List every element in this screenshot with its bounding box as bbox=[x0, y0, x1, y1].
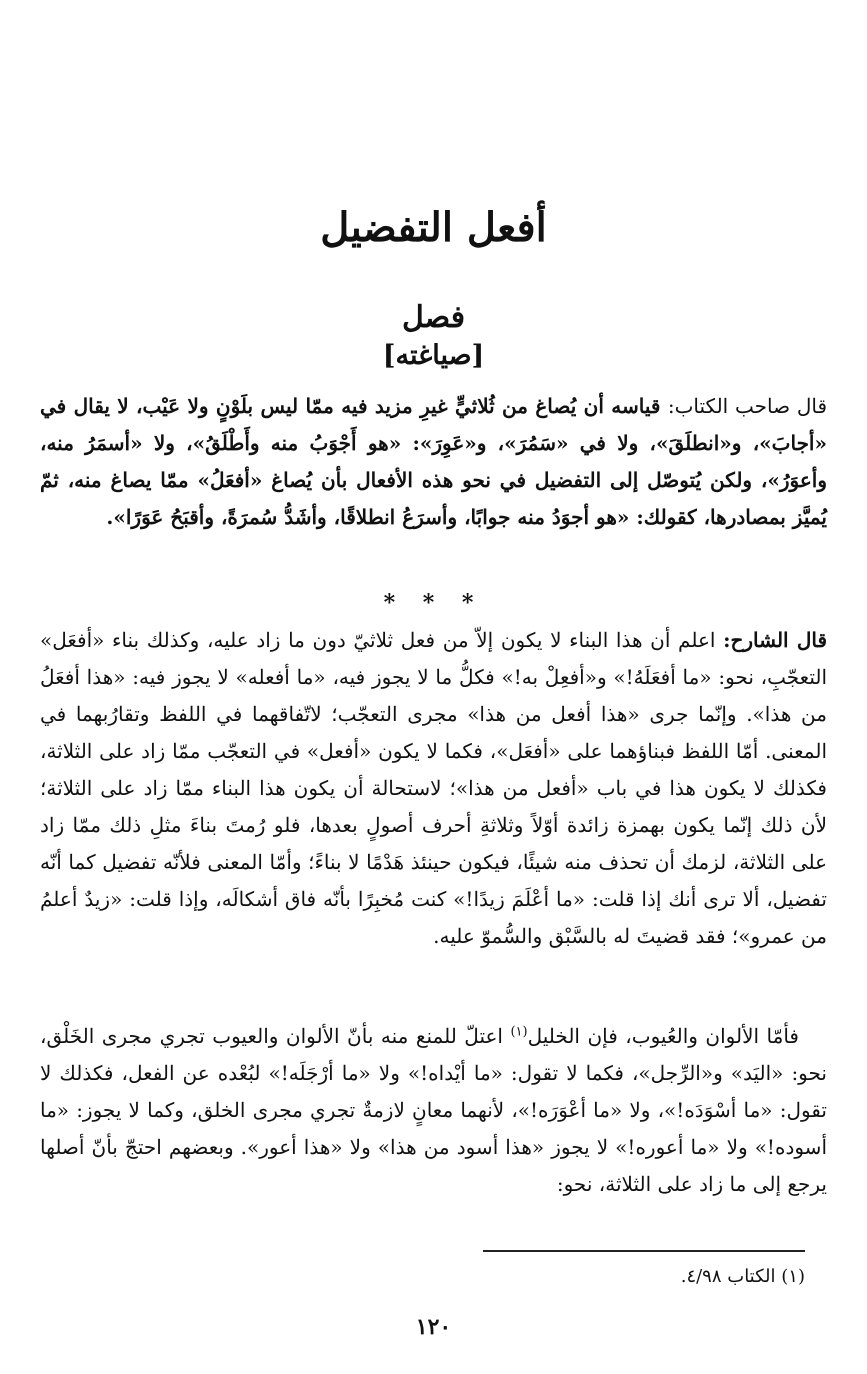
mattn-paragraph bbox=[40, 388, 827, 536]
footnote: (١) الكتاب ٤/٩٨. bbox=[680, 1266, 805, 1287]
section-separator: * * * bbox=[383, 590, 484, 616]
section-subheading: [صياغته] bbox=[382, 340, 485, 371]
footnote-divider bbox=[483, 1250, 805, 1252]
sharh-paragraph-2-end: اعتلّ للمنع منه بأنّ الألوان والعيوب تجري مجرى الخَلْق، نحو: «اليَد» و«الرِّجل»، فكما لا تقول: «ما أيْداه!» ولا «ما أرْجَلَه!» لبُعْده عن الفعل، فكذلك لا تقول: «ما أسْوَدَه!»، ولا «ما أعْوَرَه!»، لأنهما معانٍ لازمةٌ تجري مجرى الخلق، وكما لا يجوز: «ما أسوده!» ولا «ما أعوره!» لا يجوز «هذا أسود من هذا» ولا «هذا أعور». وبعضهم احتجّ بأنّ أصلها يرجع إلى ما زاد على الثلاثة، نحو: bbox=[40, 1024, 827, 1196]
mattn-text: قياسه أن يُصاغ من ثُلاثيٍّ غيرِ مزيد فيه ممّا ليس بلَوْنٍ ولا عَيْب، لا يقال في «أجابَ»، و«انطلَقَ»، ولا في «سَمُرَ»، و«عَوِرَ»: «هو أَجْوَبُ منه وأَطْلَقُ»، ولا «أسمَرُ منه، وأعوَرُ»، ولكن يُتوصّل إلى التفضيل في نحو هذه الأفعال بأن يُصاغ «أفعَلُ» ممّا يصاغ منه، ثمّ يُميَّز بمصادرها، كقولك: «هو أجوَدُ منه جوابًا، وأسرَعُ انطلاقًا، وأشَدُّ سُمرَةً، وأقبَحُ عَوَرًا». bbox=[40, 394, 827, 529]
sharh-paragraph-1 bbox=[40, 622, 827, 955]
page-number: ١٢٠ bbox=[415, 1314, 452, 1340]
sharh-speaker: قال الشارح: bbox=[723, 628, 828, 652]
chapter-title: أفعل التفضيل bbox=[320, 204, 547, 251]
sharh-paragraph-2-start: فأمّا الألوان والعُيوب، فإن الخليل bbox=[527, 1024, 799, 1048]
sharh-paragraph-1-text: اعلم أن هذا البناء لا يكون إلاّ من فعل ثلاثيّ دون ما زاد عليه، وكذلك بناء «أفعَل» التعجّبِ، نحو: «ما أفعَلَهُ!» و«أفعِلْ به!» فكلُّ ما لا يجوز فيه، «ما أفعله» لا يجوز فيه: «هذا أفعَلُ من هذا». وإنّما جرى «هذا أفعل من هذا» مجرى التعجّب؛ لاتّفاقهما في اللفظ وتقارُبهما في المعنى. أمّا اللفظ فبناؤهما على «أفعَل»، فكما لا يكون «أفعل» في التعجّب ممّا زاد على الثلاثة، فكذلك لا يكون هذا في باب «أفعل من هذا»؛ لاستحالة أن يكون هذا البناء ممّا زاد على الثلاثة؛ لأن ذلك إنّما يكون بهمزة زائدة أوّلاً وثلاثةِ أحرف أصولٍ بعدها، فلو رُمتَ بناءَ مثلِ ذلك ممّا زاد على الثلاثة، لزمك أن تحذف منه شيئًا، فيكون حينئذ هَدْمًا لا بناءً؛ وأمّا المعنى فلأنّه تفضيل كما أنّه تفضيل، ألا ترى أنك إذا قلت: «ما أعْلَمَ زيدًا!» كنت مُخبِرًا بأنّه فاق أشكالَه، وإذا قلت: «زيدٌ أعلمُ من عمرو»؛ فقد قضيتَ له بالسَّبْق والسُّموّ عليه. bbox=[40, 628, 827, 948]
mattn-lead: قال صاحب الكتاب: bbox=[667, 394, 828, 418]
sharh-paragraph-2 bbox=[40, 1018, 827, 1203]
section-heading: فصل bbox=[401, 300, 466, 335]
footnote-marker: (١) bbox=[510, 1024, 528, 1040]
